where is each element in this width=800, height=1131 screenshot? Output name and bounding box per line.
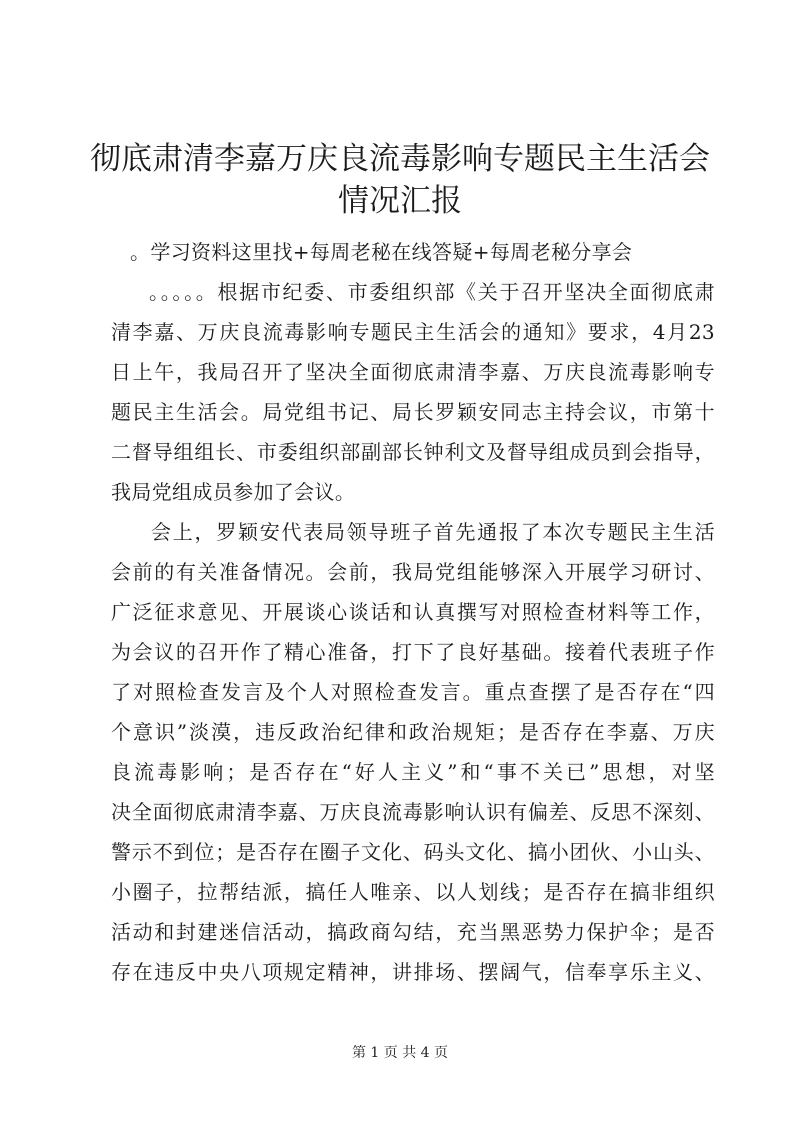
- paragraph-line: 日上午，我局召开了坚决全面彻底肃清李嘉、万庆良流毒影响专: [111, 360, 715, 384]
- paragraph-line: 小圈子，拉帮结派，搞任人唯亲、以人划线；是否存在搞非组织: [111, 880, 715, 904]
- paragraph-line: 题民主生活会。局党组书记、局长罗颖安同志主持会议，市第十: [111, 400, 715, 424]
- paragraph-line: 良流毒影响；是否存在“好人主义”和“事不关已”思想，对坚: [111, 760, 715, 784]
- paragraph-line: 个意识”淡漠，违反政治纪律和政治规矩；是否存在李嘉、万庆: [111, 720, 715, 744]
- paragraph-line: 警示不到位；是否存在圈子文化、码头文化、搞小团伙、小山头、: [111, 840, 715, 864]
- paragraph-line: 会上，罗颖安代表局领导班子首先通报了本次专题民主生活: [151, 520, 715, 544]
- promo-line: [130, 232, 690, 272]
- paragraph-line: 广泛征求意见、开展谈心谈话和认真撰写对照检查材料等工作，: [111, 600, 715, 624]
- paragraph-line: 会前的有关准备情况。会前，我局党组能够深入开展学习研讨、: [111, 560, 715, 584]
- paragraph-line: 存在违反中央八项规定精神，讲排场、摆阔气，信奉享乐主义、: [111, 960, 715, 984]
- page-number: 第 1 页 共 4 页: [351, 1045, 449, 1061]
- paragraph-line: 决全面彻底肃清李嘉、万庆良流毒影响认识有偏差、反思不深刻、: [111, 800, 715, 824]
- page-footer: [0, 1043, 800, 1063]
- paragraph-2: [111, 512, 715, 992]
- paragraph-line: 清李嘉、万庆良流毒影响专题民主生活会的通知》要求，4月23: [111, 320, 715, 344]
- paragraph-line: 活动和封建迷信活动，搞政商勾结，充当黑恶势力保护伞；是否: [111, 920, 715, 944]
- paragraph-line: 我局党组成员参加了会议。: [111, 480, 356, 504]
- document-title: [70, 138, 730, 222]
- title-line-1: 彻底肃清李嘉万庆良流毒影响专题民主生活会: [90, 141, 710, 177]
- paragraph-line: 。。。。。根据市纪委、市委组织部《关于召开坚决全面彻底肃: [149, 280, 715, 304]
- paragraph-line: 二督导组组长、市委组织部副部长钟利文及督导组成员到会指导，: [111, 440, 715, 464]
- paragraph-line: 了对照检查发言及个人对照检查发言。重点查摆了是否存在“四: [111, 680, 715, 704]
- paragraph-1: [111, 272, 715, 512]
- promo-text: 。学习资料这里找+每周老秘在线答疑+每周老秘分享会: [130, 240, 633, 264]
- paragraph-line: 为会议的召开作了精心准备，打下了良好基础。接着代表班子作: [111, 640, 715, 664]
- title-line-2: 情况汇报: [338, 183, 462, 219]
